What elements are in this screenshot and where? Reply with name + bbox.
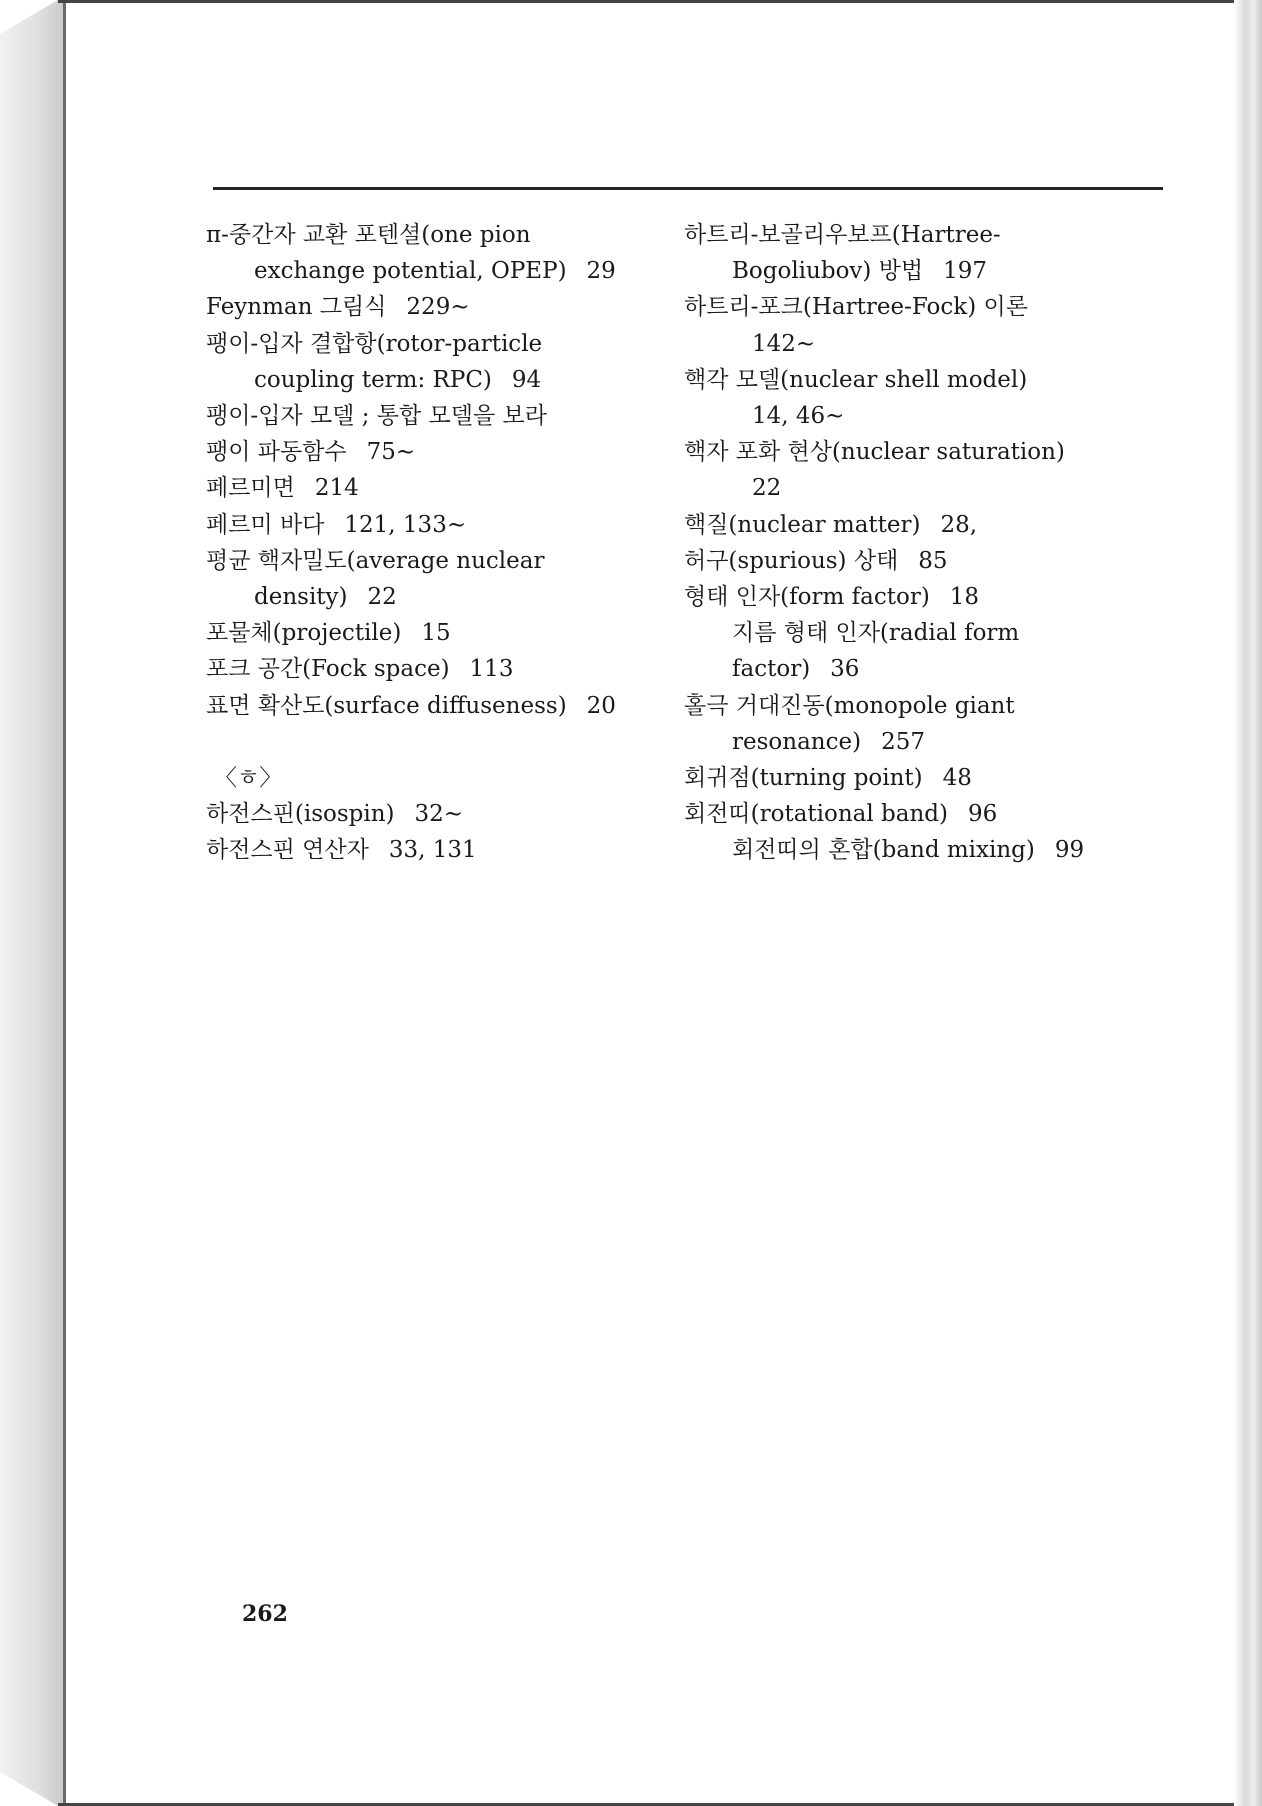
index-entry-term-continued: [684, 398, 1214, 434]
index-column-right: [684, 217, 1214, 869]
index-entry-term-continued: [684, 724, 1214, 760]
index-page-ref: 33, 131: [388, 837, 477, 864]
index-page-ref: 121, 133∼: [344, 511, 467, 538]
index-entry-term: [684, 579, 1214, 615]
index-entry-term-continued: [684, 253, 1214, 289]
index-term-text: 하트리-보골리우보프(Hartree-: [684, 222, 1001, 248]
index-entry-term-continued: [206, 579, 726, 615]
header-rule: [213, 187, 1163, 190]
index-entry-term: [206, 326, 726, 362]
index-page-ref: 28,: [940, 511, 978, 538]
index-term-text: 홀극 거대진동(monopole giant: [684, 692, 1015, 719]
book-spine-edge: [0, 0, 66, 1806]
index-page-ref: 22: [367, 584, 397, 611]
index-entry: [684, 832, 1214, 868]
index-entry-term: [684, 289, 1214, 325]
index-entry-term: [206, 615, 726, 651]
index-term-text: 형태 인자(form factor): [684, 584, 930, 611]
index-entry: [684, 796, 1214, 832]
index-entry-term: [206, 217, 726, 253]
index-entry: [206, 688, 726, 724]
index-term-text: Feynman 그림식: [206, 294, 387, 321]
index-term-text: 포크 공간(Fock space): [206, 656, 450, 683]
index-entry: [684, 434, 1214, 506]
index-entry-term: [684, 832, 1214, 868]
index-entry: [684, 362, 1214, 434]
index-entry-term: [206, 398, 726, 434]
index-entry: [684, 507, 1214, 543]
index-page-ref: 99: [1054, 837, 1085, 864]
index-entry-term: [684, 760, 1214, 796]
index-entry: [206, 832, 726, 868]
index-term-text: 회귀점(turning point): [684, 765, 923, 792]
index-entry-term: [206, 688, 726, 724]
index-page-ref: 75∼: [366, 439, 416, 466]
index-entry: [206, 796, 726, 832]
index-entry-term: [684, 796, 1214, 832]
index-entry-term: [206, 543, 726, 579]
index-term-text: 페르미 바다: [206, 511, 325, 538]
index-entry: [206, 615, 726, 651]
index-entry-term-continued: [684, 651, 1214, 687]
index-entry: [684, 760, 1214, 796]
index-term-text: 핵자 포화 현상(nuclear saturation): [684, 439, 1065, 466]
index-page-ref: 142∼: [752, 330, 816, 357]
index-entry: [206, 217, 726, 289]
index-term-text: density): [254, 584, 348, 611]
index-entry-term-continued: [684, 470, 1214, 506]
index-page-ref: 257: [881, 728, 925, 755]
index-term-text: 포물체(projectile): [206, 620, 402, 647]
index-entry: [206, 543, 726, 615]
index-entry: [684, 217, 1214, 289]
index-term-text: 핵각 모델(nuclear shell model): [684, 366, 1028, 393]
index-term-text: exchange potential, OPEP): [254, 258, 567, 285]
index-entry-term: [206, 289, 726, 325]
index-term-text: 페르미면: [206, 475, 295, 502]
index-page-ref: 214: [314, 475, 359, 502]
index-term-text: 지름 형태 인자(radial form: [732, 620, 1020, 647]
index-entry: [206, 434, 726, 470]
index-term-text: 하트리-포크(Hartree-Fock) 이론: [684, 294, 1028, 321]
index-entry-term-continued: [684, 326, 1214, 362]
index-column-left: [206, 217, 726, 868]
index-page-ref: 15: [421, 620, 451, 647]
index-entry-term: [684, 434, 1214, 470]
index-page: [66, 3, 1234, 1803]
index-term-text: 팽이 파동함수: [206, 439, 347, 466]
index-term-text: 허구(spurious) 상태: [684, 547, 899, 574]
index-page-ref: 85: [918, 547, 948, 574]
index-term-text: Bogoliubov) 방법: [732, 258, 924, 285]
index-entry-term: [684, 507, 1214, 543]
index-page-ref: 96: [968, 801, 998, 828]
index-entry: [206, 651, 726, 687]
index-entry-term: [684, 615, 1214, 651]
index-entry-term: [206, 651, 726, 687]
index-entry: [684, 688, 1214, 760]
index-page-ref: 22: [752, 475, 782, 502]
index-page-ref: 14, 46∼: [752, 403, 845, 430]
page-right-edge: [1234, 0, 1262, 1806]
index-term-text: 회전띠(rotational band): [684, 801, 949, 828]
index-page-ref: 20: [586, 692, 616, 719]
index-entry: [684, 289, 1214, 361]
index-term-text: 회전띠의 혼합(band mixing): [732, 837, 1035, 864]
index-page-ref: 48: [942, 765, 972, 792]
index-page-ref: 229∼: [406, 294, 470, 321]
index-entry-term-continued: [206, 253, 726, 289]
index-entry: [684, 615, 1214, 687]
index-entry: [684, 579, 1214, 615]
index-term-text: 팽이-입자 결합항(rotor-particle: [206, 330, 543, 357]
index-page-ref: 36: [830, 656, 860, 683]
index-entry: [684, 543, 1214, 579]
index-term-text: 표면 확산도(surface diffuseness): [206, 692, 567, 719]
index-term-text: 팽이-입자 모델 ; 통합 모델을 보라: [206, 403, 547, 430]
index-entry-term-continued: [206, 362, 726, 398]
index-page-ref: 32∼: [414, 801, 464, 828]
index-entry-term: [206, 470, 726, 506]
index-term-text: 하전스핀(isospin): [206, 801, 395, 828]
index-entry-term: [684, 543, 1214, 579]
index-entry: [206, 507, 726, 543]
index-page-ref: 197: [943, 258, 988, 285]
index-entry: [206, 470, 726, 506]
index-term-text: coupling term: RPC): [254, 366, 492, 393]
index-entry: [206, 326, 726, 398]
index-entry: [206, 398, 726, 434]
index-entry-term: [206, 796, 726, 832]
index-entry-term: [206, 507, 726, 543]
index-term-text: factor): [732, 656, 811, 683]
index-entry-term: [206, 434, 726, 470]
index-term-text: 핵질(nuclear matter): [684, 511, 921, 538]
page-number: 262: [242, 1601, 288, 1627]
index-page-ref: 18: [949, 584, 980, 611]
index-term-text: 하전스핀 연산자: [206, 837, 369, 864]
index-term-text: resonance): [732, 728, 862, 755]
index-page-ref: 29: [586, 258, 616, 285]
section-heading: 〈ㅎ〉: [214, 764, 283, 791]
index-entry-term: [684, 362, 1214, 398]
index-term-text: π-중간자 교환 포텐셜(one pion: [206, 222, 531, 248]
index-entry-term: [206, 832, 726, 868]
index-page-ref: 94: [511, 366, 542, 393]
index-entry-term: [684, 688, 1214, 724]
index-entry: [206, 289, 726, 325]
section-gap: [206, 724, 726, 760]
index-term-text: 평균 핵자밀도(average nuclear: [206, 547, 545, 574]
index-entry-term: [684, 217, 1214, 253]
index-page-ref: 113: [469, 656, 514, 683]
